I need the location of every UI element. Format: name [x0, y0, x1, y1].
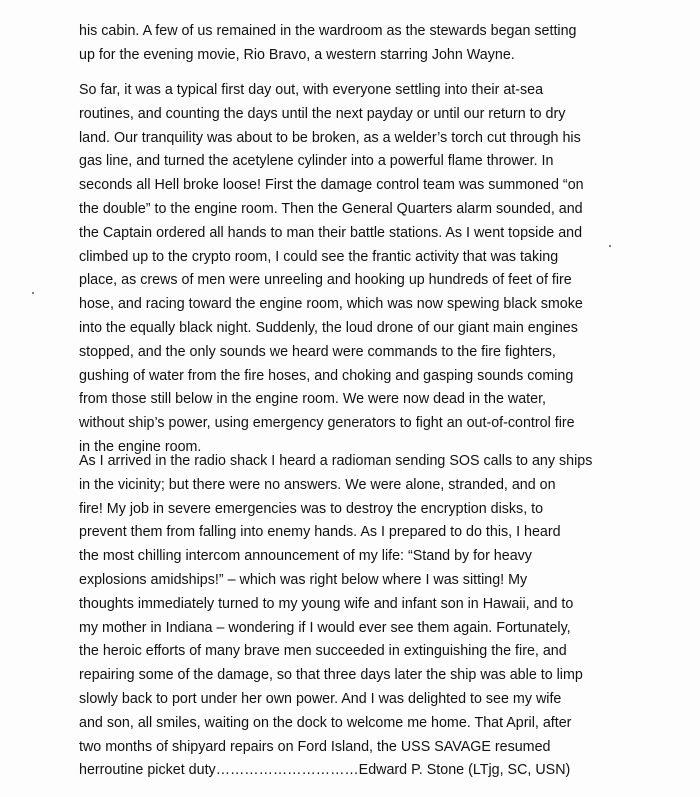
paragraph-fire: [79, 79, 639, 460]
text-line: routines, and counting the days until the next payday or until our return to dry: [79, 105, 566, 122]
text-line: the double” to the engine room. Then the General Quarters alarm sounded, and: [79, 200, 583, 217]
text-line: hose, and racing toward the engine room, which was now spewing black smoke: [79, 296, 583, 313]
text-line: my mother in Indiana – wondering if I would ever see them again. Fortunately,: [79, 619, 571, 636]
scan-speck: [32, 292, 34, 294]
text-line: the most chilling intercom announcement of my life: “Stand by for heavy: [79, 548, 532, 565]
text-line: As I arrived in the radio shack I heard a radioman sending SOS calls to any ships: [79, 453, 593, 469]
text-line: in the vicinity; but there were no answers. We were alone, stranded, and on: [79, 476, 556, 493]
text-line: repairing some of the damage, so that three days later the ship was able to limp: [79, 667, 583, 684]
text-line: gushing of water from the fire hoses, and choking and gasping sounds coming: [79, 367, 574, 384]
text-line: gas line, and turned the acetylene cylinder into a powerful flame thrower. In: [79, 153, 554, 170]
text-line: into the equally black night. Suddenly, the loud drone of our giant main engines: [79, 319, 578, 336]
text-line: So far, it was a typical first day out, with everyone settling into their at-sea: [79, 82, 544, 98]
text-line: and son, all smiles, waiting on the dock to welcome me home. That April, after: [79, 714, 572, 731]
text-line: land. Our tranquility was about to be broken, as a welder’s torch cut through his: [79, 129, 581, 146]
text-line: fire! My job in severe emergencies was to destroy the encryption disks, to: [79, 500, 544, 517]
text-line: the Captain ordered all hands to man their battle stations. As I went topside and: [79, 224, 583, 241]
text-line: climbed up to the crypto room, I could see the frantic activity that was taking: [79, 248, 559, 265]
scan-speck: [609, 245, 611, 247]
text-line: prevent them from falling into enemy hands. As I prepared to do this, I heard: [79, 524, 561, 541]
text-line: from those still below in the engine room. We were now dead in the water,: [79, 391, 547, 408]
text-line: without ship’s power, using emergency generators to fight an out-of-control fire: [79, 415, 575, 432]
text-line: thoughts immediately turned to my young wife and infant son in Hawaii, and to: [79, 595, 574, 612]
text-line: in the engine room.: [79, 438, 202, 455]
paragraph-radio-shack: [79, 450, 639, 783]
signature-line: herroutine picket duty…………………………Edward P. Stone (LTjg, SC, USN): [79, 762, 571, 779]
text-line: two months of shipyard repairs on Ford Island, the USS SAVAGE resumed: [79, 738, 551, 755]
paragraph-cabin: [79, 20, 639, 68]
text-line: seconds all Hell broke loose! First the damage control team was summoned “on: [79, 177, 584, 194]
text-line: his cabin. A few of us remained in the wardroom as the stewards began setting: [79, 23, 577, 39]
text-line: stopped, and the only sounds we heard were commands to the fire fighters,: [79, 343, 556, 360]
text-line: slowly back to port under her own power. And I was delighted to see my wife: [79, 690, 562, 707]
text-line: up for the evening movie, Rio Bravo, a western starring John Wayne.: [79, 46, 515, 63]
text-line: the heroic efforts of many brave men succeeded in extinguishing the fire, and: [79, 643, 567, 660]
text-line: place, as crews of men were unreeling and hooking up hundreds of feet of fire: [79, 272, 572, 289]
text-line: explosions amidships!” – which was right below where I was sitting! My: [79, 571, 528, 588]
